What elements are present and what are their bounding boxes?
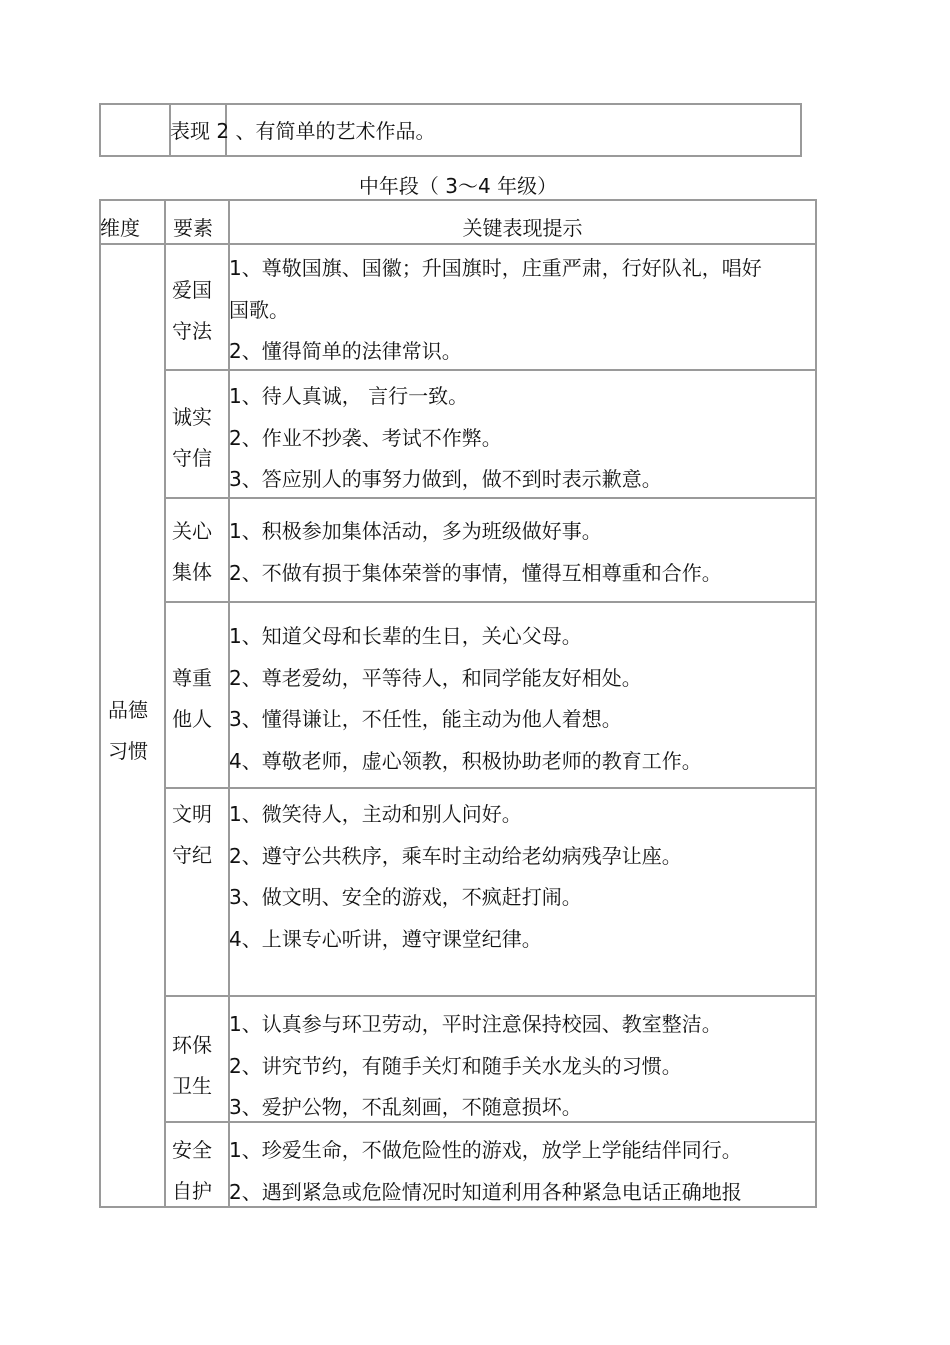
element-cell (172, 794, 216, 876)
hint-cell (229, 1004, 809, 1129)
element-cell (172, 1025, 216, 1107)
dimension-cell: 品德习惯 (108, 698, 148, 763)
hint-line: 2、讲究节约，有随手关灯和随手关水龙头的习惯。 (229, 1053, 682, 1078)
hint-line: 3、答应别人的事努力做到，做不到时表示歉意。 (229, 467, 662, 491)
column-divider (164, 199, 166, 1208)
header-dimension: 维度 (100, 216, 140, 240)
hint-line: 4、尊敬老师，虚心领教，积极协助老师的教育工作。 (229, 748, 702, 773)
hint-line: 2、不做有损于集体荣誉的事情，懂得互相尊重和合作。 (229, 560, 722, 585)
hint-cell (229, 376, 809, 501)
hint-line: 2、作业不抄袭、考试不作弊。 (229, 425, 502, 450)
element-line: 守信 (172, 446, 212, 470)
element-line: 尊重 (172, 666, 212, 690)
hint-line: 1、微笑待人，主动和别人问好。 (229, 802, 522, 826)
hint-line: 1、认真参与环卫劳动，平时注意保持校园、教室整洁。 (229, 1012, 722, 1036)
element-line: 集体 (172, 560, 212, 584)
hint-cell (229, 511, 809, 594)
hint-cell (229, 616, 809, 782)
element-cell (172, 511, 216, 593)
element-line: 文明 (172, 802, 212, 826)
section-title: 中年段（ 3～4 年级） (358, 174, 558, 198)
hint-line: 1、知道父母和长辈的生日，关心父母。 (229, 624, 582, 648)
hint-line: 国歌。 (229, 297, 289, 322)
hint-line: 1、待人真诚， 言行一致。 (229, 384, 469, 408)
hint-line: 3、爱护公物，不乱刻画，不随意损坏。 (229, 1095, 582, 1119)
element-line: 关心 (172, 519, 212, 543)
element-line: 自护 (172, 1179, 212, 1203)
header-element: 要素 (173, 216, 213, 240)
element-line: 守法 (172, 319, 212, 343)
hint-line: 4、上课专心听讲，遵守课堂纪律。 (229, 926, 542, 951)
hint-line: 1、尊敬国旗、国徽；升国旗时，庄重严肃，行好队礼，唱好 (229, 256, 762, 280)
element-line: 卫生 (172, 1074, 212, 1098)
hint-cell (229, 794, 809, 960)
element-line: 他人 (172, 707, 212, 731)
row-divider (164, 995, 817, 997)
row-divider (164, 601, 817, 603)
hint-line: 3、做文明、安全的游戏，不疯赶打闹。 (229, 885, 582, 909)
element-line: 环保 (172, 1033, 212, 1057)
element-cell (172, 658, 216, 740)
row-divider (164, 787, 817, 789)
element-cell (172, 270, 216, 352)
element-cell (172, 397, 216, 479)
element-cell (172, 1130, 216, 1212)
previous-table-row-text: 表现 2 、有简单的艺术作品。 (170, 119, 436, 143)
hint-line: 1、珍爱生命，不做危险性的游戏，放学上学能结伴同行。 (229, 1138, 742, 1162)
hint-line: 2、懂得简单的法律常识。 (229, 339, 462, 363)
hint-cell (229, 248, 809, 373)
hint-line: 2、遵守公共秩序，乘车时主动给老幼病残孕让座。 (229, 843, 682, 868)
element-line: 诚实 (172, 405, 212, 429)
element-line: 安全 (172, 1138, 212, 1162)
header-divider (99, 243, 817, 245)
hint-line: 1、积极参加集体活动，多为班级做好事。 (229, 519, 602, 543)
hint-line: 2、遇到紧急或危险情况时知道利用各种紧急电话正确地报 (229, 1179, 742, 1204)
element-line: 爱国 (172, 278, 212, 302)
hint-line: 2、尊老爱幼，平等待人，和同学能友好相处。 (229, 665, 642, 690)
header-hint: 关键表现提示 (462, 216, 583, 240)
hint-line: 3、懂得谦让，不任性，能主动为他人着想。 (229, 707, 622, 731)
element-line: 守纪 (172, 843, 212, 867)
hint-cell (229, 1130, 809, 1213)
